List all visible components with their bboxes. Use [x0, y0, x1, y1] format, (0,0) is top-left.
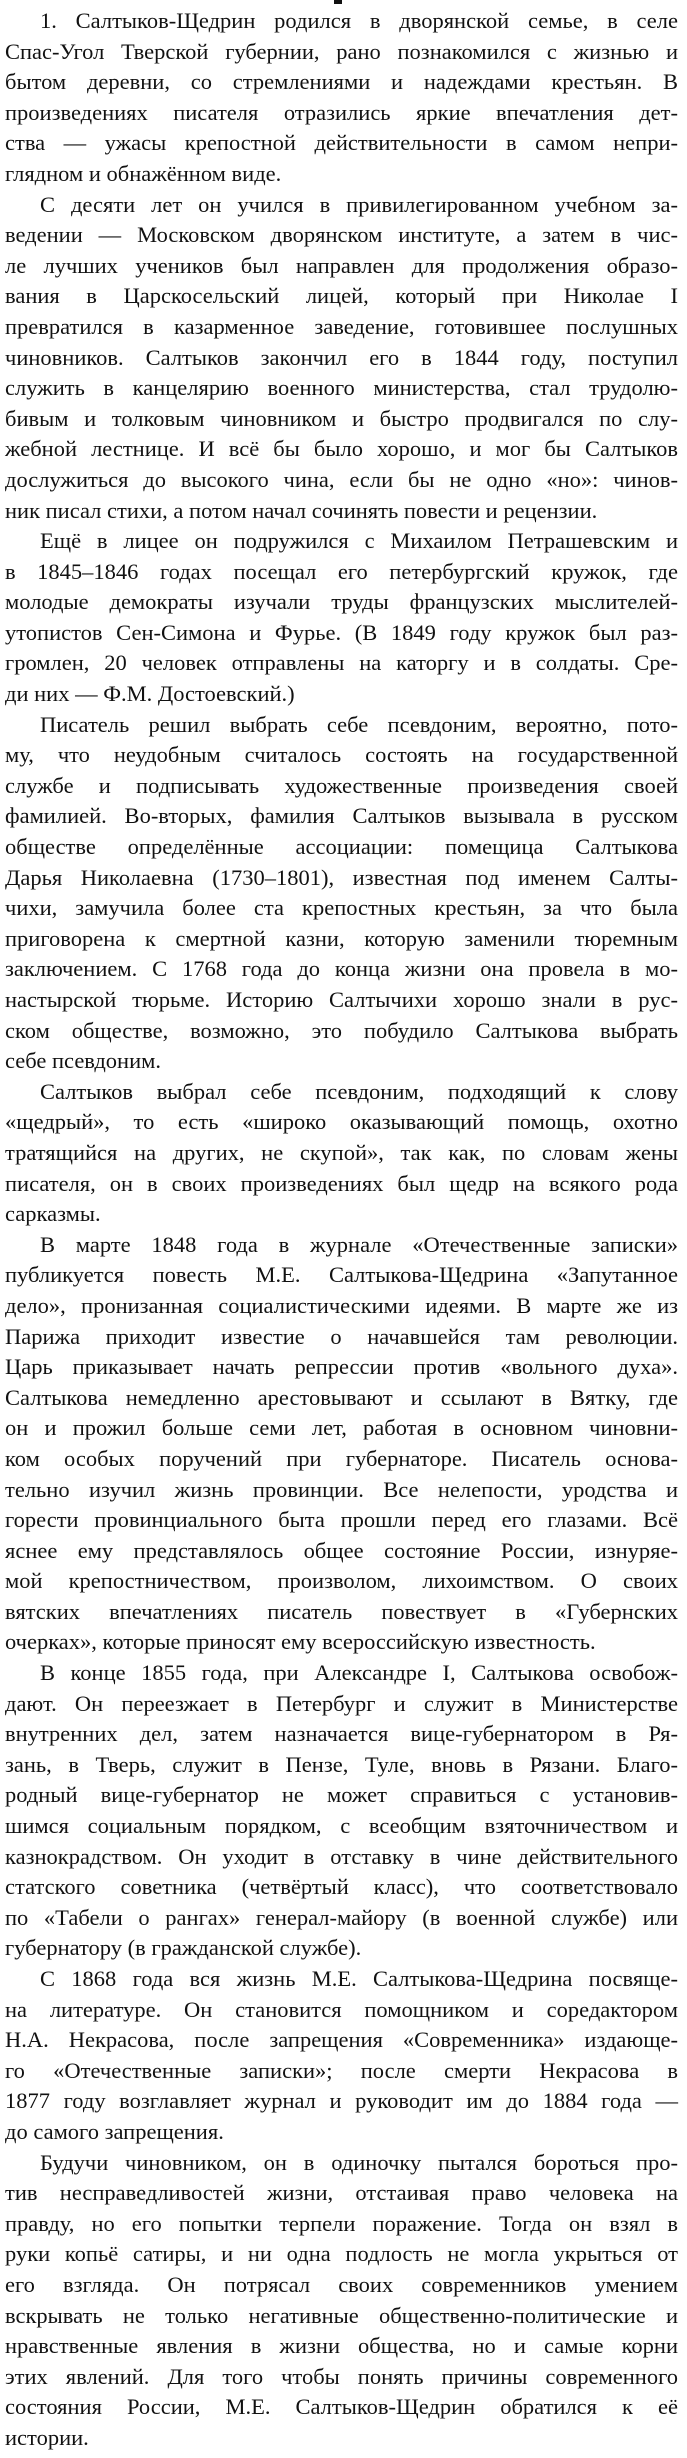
text-line: на литературе. Он становится помощником и соредактором	[5, 1996, 678, 2022]
cropped-text-fragment	[334, 0, 342, 4]
text-line: «щедрый», то есть «широко оказывающий помощь, охотно	[5, 1109, 678, 1135]
text-line: ком особых поручений при губернаторе. Писатель основа-	[5, 1445, 678, 1471]
paragraph	[5, 710, 678, 1077]
text-line: этих явлений. Для того чтобы понять причины современного	[5, 2363, 678, 2389]
paragraph	[5, 526, 678, 710]
text-line: сарказмы.	[5, 1201, 101, 1227]
text-line: служить в канцелярию военного министерства, стал трудолю-	[5, 375, 678, 401]
text-line: 1. Салтыков-Щедрин родился в дворянской семье, в селе	[40, 8, 678, 33]
text-line: по «Табели о рангах» генерал-майору (в военной службе) или	[5, 1904, 678, 1930]
text-line: губернатору (в гражданской службе).	[5, 1935, 362, 1961]
text-line: Дарья Николаевна (1730–1801), известная под именем Салты-	[5, 864, 678, 890]
text-line: громлен, 20 человек отправлены на каторгу и в солдаты. Сре-	[5, 650, 678, 676]
paragraph	[5, 190, 678, 527]
text-line: истории.	[5, 2424, 89, 2450]
text-line: родный вице-губернатор не может справиться с установив-	[5, 1782, 678, 1808]
text-line: ском обществе, возможно, это побудило Салтыкова выбрать	[5, 1017, 678, 1043]
text-line: казнокрадством. Он уходит в отставку в чине действительного	[5, 1843, 678, 1869]
text-line: вятских впечатлениях писатель повествует в «Губернских	[5, 1598, 678, 1624]
text-line: правду, но его попытки терпели поражение. Тогда он взял в	[5, 2210, 678, 2236]
text-line: С десяти лет он учился в привилегированном учебном за-	[40, 191, 678, 217]
text-line: заключением. С 1768 года до конца жизни она провела в мо-	[5, 956, 678, 982]
text-line: статского советника (четвёртый класс), что соответствовало	[5, 1874, 678, 1900]
text-line: произведениях писателя отразились яркие впечатления дет-	[5, 99, 678, 125]
text-line: жебной лестнице. И всё бы было хорошо, и мог бы Салтыков	[5, 436, 678, 462]
text-line: до самого запрещения.	[5, 2118, 224, 2144]
text-line: он и прожил больше семи лет, работая в основном чиновни-	[5, 1415, 678, 1441]
text-line: бытом деревни, со стремлениями и надеждами крестьян. В	[5, 69, 678, 95]
paragraph	[5, 1077, 678, 1230]
text-line: ди них — Ф.М. Достоевский.)	[5, 681, 295, 707]
text-line: ле лучших учеников был направлен для продолжения образо-	[5, 252, 678, 278]
text-line: нравственные явления в жизни общества, но и самые корни	[5, 2333, 678, 2359]
text-line: обществе определённые ассоциации: помещица Салтыкова	[5, 834, 678, 860]
text-line: бивым и толковым чиновником и быстро продвигался по слу-	[5, 405, 678, 431]
text-line: руки копьё сатиры, и ни одна подлость не могла укрыться от	[5, 2241, 678, 2267]
text-line: В конце 1855 года, при Александре I, Салтыкова освобож-	[40, 1660, 678, 1686]
text-line: вскрывать не только негативные общественно-политические и	[5, 2302, 678, 2328]
text-line: ведении — Московском дворянском институте, а затем в чис-	[5, 222, 678, 248]
text-line: С 1868 года вся жизнь М.Е. Салтыкова-Щедрина посвяще-	[40, 1966, 678, 1991]
paragraph	[5, 6, 678, 190]
text-line: вания в Царскосельский лицей, который при Николае I	[5, 283, 678, 309]
text-line: Салтыков выбрал себе псевдоним, подходящий к слову	[40, 1078, 678, 1104]
text-line: Писатель решил выбрать себе псевдоним, вероятно, пото-	[40, 711, 678, 737]
text-line: публикуется повесть М.Е. Салтыкова-Щедрина «Запутанное	[5, 1262, 678, 1288]
text-line: яснее ему представлялось общее состояние России, изнуряе-	[5, 1537, 678, 1563]
text-line: чиновников. Салтыков закончил его в 1844 году, поступил	[5, 344, 678, 370]
text-line: Царь приказывает начать репрессии против «вольного духа».	[5, 1354, 678, 1380]
text-line: Н.А. Некрасова, после запрещения «Современника» издающе-	[5, 2027, 678, 2053]
text-line: ник писал стихи, а потом начал сочинять повести и рецензии.	[5, 497, 598, 523]
text-line: приговорена к смертной казни, которую заменили тюремным	[5, 925, 678, 951]
text-line: му, что неудобным считалось состоять на государственной	[5, 742, 678, 768]
text-line: Парижа приходит известие о начавшейся там революции.	[5, 1323, 678, 1349]
text-line: ства — ужасы крепостной действительности в самом непри-	[5, 130, 678, 156]
text-line: превратился в казарменное заведение, готовившее послушных	[5, 313, 678, 339]
text-line: дело», пронизанная социалистическими идеями. В марте же из	[5, 1292, 678, 1318]
text-line: дослужиться до высокого чина, если бы не одно «но»: чинов-	[5, 466, 678, 492]
text-line: глядном и обнажённом виде.	[5, 160, 282, 186]
paragraph	[5, 1230, 678, 1658]
text-line: внутренних дел, затем назначается вице-губернатором в Ря-	[5, 1721, 678, 1747]
text-line: Салтыкова немедленно арестовывают и ссылают в Вятку, где	[5, 1384, 678, 1410]
paragraph	[5, 2148, 678, 2454]
text-line: зань, в Тверь, служит в Пензе, Туле, вновь в Рязани. Благо-	[5, 1751, 678, 1777]
paragraph	[5, 1964, 678, 2148]
text-line: Спас-Угол Тверской губернии, рано познакомился с жизнью и	[5, 38, 678, 64]
text-line: шимся социальным порядком, с всеобщим взяточничеством и	[5, 1813, 678, 1839]
text-line: настырской тюрьме. Историю Салтычихи хорошо знали в рус-	[5, 987, 678, 1012]
text-line: чихи, замучила более ста крепостных крестьян, за что была	[5, 895, 678, 921]
paragraph	[5, 1658, 678, 1964]
document-text	[5, 6, 678, 2454]
text-line: писателя, он в своих произведениях был щедр на всякого рода	[5, 1170, 678, 1196]
text-line: молодые демократы изучали труды французских мыслителей-	[5, 589, 678, 615]
text-line: Ещё в лицее он подружился с Михаилом Петрашевским и	[40, 528, 678, 554]
text-line: Будучи чиновником, он в одиночку пытался бороться про-	[40, 2149, 678, 2175]
text-line: тельно изучил жизнь провинции. Все нелепости, уродства и	[5, 1476, 678, 1502]
text-line: фамилией. Во-вторых, фамилия Салтыков вызывала в русском	[5, 803, 678, 829]
text-line: очерках», которые приносят ему всероссийскую известность.	[5, 1629, 596, 1655]
text-line: себе псевдоним.	[5, 1048, 162, 1074]
text-line: службе и подписывать художественные произведения своей	[5, 772, 678, 798]
text-line: горести провинциального быта прошли перед его глазами. Всё	[5, 1507, 678, 1533]
text-line: состояния России, М.Е. Салтыков-Щедрин обратился к её	[5, 2394, 678, 2420]
text-line: 1877 году возглавляет журнал и руководит им до 1884 года —	[5, 2088, 678, 2114]
text-line: тратящийся на других, не скупой», так как, по словам жены	[5, 1139, 678, 1165]
text-line: утопистов Сен-Симона и Фурье. (В 1849 году кружок был раз-	[5, 619, 678, 645]
text-line: го «Отечественные записки»; после смерти Некрасова в	[5, 2057, 678, 2083]
text-line: в 1845–1846 годах посещал его петербургский кружок, где	[5, 558, 678, 584]
text-line: тив несправедливостей жизни, отстаивая право человека на	[5, 2180, 678, 2206]
text-line: дают. Он переезжает в Петербург и служит в Министерстве	[5, 1690, 678, 1716]
text-line: мой крепостничеством, произволом, лихоимством. О своих	[5, 1568, 678, 1594]
text-line: В марте 1848 года в журнале «Отечественные записки»	[40, 1231, 678, 1257]
text-line: его взгляда. Он потрясал своих современников умением	[5, 2271, 678, 2297]
